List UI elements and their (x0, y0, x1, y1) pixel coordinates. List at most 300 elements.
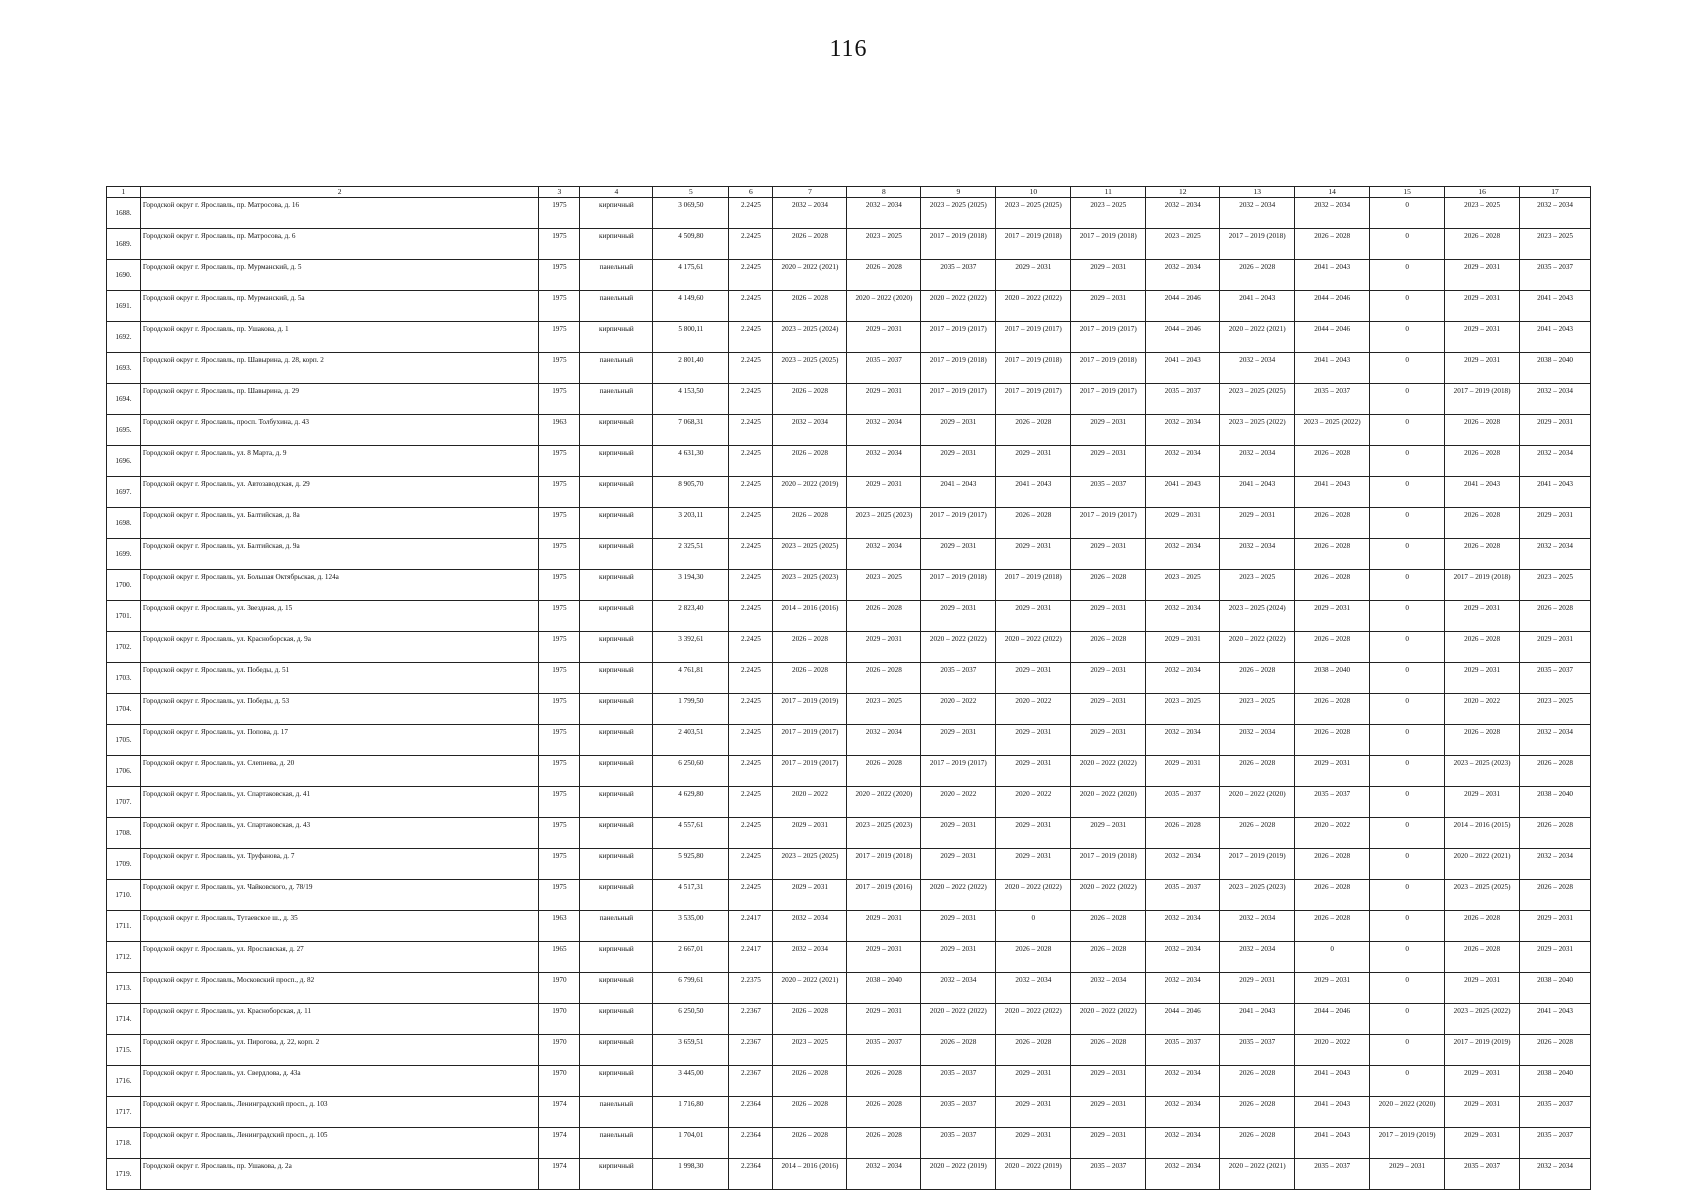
period-cell-col-14: 2038 – 2040 (1295, 663, 1370, 694)
period-cell-col-9: 2020 – 2022 (2022) (921, 632, 996, 663)
period-cell-col-12: 2032 – 2034 (1146, 663, 1220, 694)
row-number: 1700. (107, 570, 141, 601)
table-row (107, 570, 1591, 601)
address-cell: Городской округ г. Ярославль, Ленинградский просп., д. 105 (140, 1128, 538, 1159)
period-cell-col-16: 2026 – 2028 (1445, 911, 1520, 942)
period-cell-col-8: 2029 – 2031 (847, 632, 921, 663)
period-cell-col-7: 2023 – 2025 (2025) (773, 849, 847, 880)
row-number: 1703. (107, 663, 141, 694)
period-cell-col-11: 2029 – 2031 (1071, 1128, 1146, 1159)
period-cell-col-12: 2032 – 2034 (1146, 911, 1220, 942)
period-cell-col-15: 0 (1370, 229, 1445, 260)
period-cell-col-10: 2029 – 2031 (996, 663, 1071, 694)
period-cell-col-9: 2017 – 2019 (2018) (921, 229, 996, 260)
period-cell-col-11: 2029 – 2031 (1071, 694, 1146, 725)
address-cell: Городской округ г. Ярославль, Московский просп., д. 82 (140, 973, 538, 1004)
material-cell: кирпичный (580, 477, 653, 508)
year-cell: 1963 (539, 415, 580, 446)
address-cell: Городской округ г. Ярославль, ул. Красноборская, д. 11 (140, 1004, 538, 1035)
period-cell-col-17: 2029 – 2031 (1520, 632, 1591, 663)
period-cell-col-14: 2032 – 2034 (1295, 198, 1370, 229)
period-cell-col-16: 2017 – 2019 (2018) (1445, 570, 1520, 601)
period-cell-col-10: 2020 – 2022 (2022) (996, 1004, 1071, 1035)
year-cell: 1974 (539, 1097, 580, 1128)
address-cell: Городской округ г. Ярославль, ул. Слепнева, д. 20 (140, 756, 538, 787)
period-cell-col-15: 2017 – 2019 (2019) (1370, 1128, 1445, 1159)
row-number: 1718. (107, 1128, 141, 1159)
period-cell-col-17: 2038 – 2040 (1520, 353, 1591, 384)
period-cell-col-14: 2026 – 2028 (1295, 508, 1370, 539)
address-cell: Городской округ г. Ярославль, пр. Матросова, д. 6 (140, 229, 538, 260)
period-cell-col-8: 2026 – 2028 (847, 1097, 921, 1128)
period-cell-col-14: 2035 – 2037 (1295, 384, 1370, 415)
address-cell: Городской округ г. Ярославль, ул. Ярославская, д. 27 (140, 942, 538, 973)
period-cell-col-13: 2020 – 2022 (2020) (1220, 787, 1295, 818)
period-cell-col-10: 2017 – 2019 (2018) (996, 229, 1071, 260)
period-cell-col-7: 2029 – 2031 (773, 880, 847, 911)
period-cell-col-9: 2041 – 2043 (921, 477, 996, 508)
period-cell-col-16: 2041 – 2043 (1445, 477, 1520, 508)
row-number: 1713. (107, 973, 141, 1004)
period-cell-col-17: 2041 – 2043 (1520, 1004, 1591, 1035)
material-cell: кирпичный (580, 322, 653, 353)
period-cell-col-7: 2023 – 2025 (773, 1035, 847, 1066)
period-cell-col-9: 2035 – 2037 (921, 1128, 996, 1159)
period-cell-col-17: 2035 – 2037 (1520, 663, 1591, 694)
period-cell-col-11: 2017 – 2019 (2018) (1071, 849, 1146, 880)
period-cell-col-17: 2035 – 2037 (1520, 1128, 1591, 1159)
period-cell-col-8: 2023 – 2025 (2023) (847, 818, 921, 849)
period-cell-col-16: 2026 – 2028 (1445, 539, 1520, 570)
period-cell-col-10: 0 (996, 911, 1071, 942)
period-cell-col-8: 2020 – 2022 (2020) (847, 291, 921, 322)
period-cell-col-12: 2032 – 2034 (1146, 539, 1220, 570)
period-cell-col-17: 2032 – 2034 (1520, 446, 1591, 477)
period-cell-col-7: 2026 – 2028 (773, 1066, 847, 1097)
year-cell: 1970 (539, 1066, 580, 1097)
period-cell-col-9: 2035 – 2037 (921, 1097, 996, 1128)
period-cell-col-15: 0 (1370, 384, 1445, 415)
period-cell-col-13: 2020 – 2022 (2022) (1220, 632, 1295, 663)
period-cell-col-8: 2029 – 2031 (847, 322, 921, 353)
period-cell-col-15: 0 (1370, 198, 1445, 229)
rate-cell: 2.2375 (729, 973, 773, 1004)
period-cell-col-9: 2032 – 2034 (921, 973, 996, 1004)
period-cell-col-13: 2020 – 2022 (2021) (1220, 322, 1295, 353)
period-cell-col-10: 2020 – 2022 (2022) (996, 632, 1071, 663)
period-cell-col-10: 2029 – 2031 (996, 1097, 1071, 1128)
period-cell-col-10: 2029 – 2031 (996, 260, 1071, 291)
period-cell-col-7: 2026 – 2028 (773, 446, 847, 477)
address-cell: Городской округ г. Ярославль, пр. Ушакова, д. 1 (140, 322, 538, 353)
period-cell-col-7: 2014 – 2016 (2016) (773, 1159, 847, 1190)
period-cell-col-11: 2029 – 2031 (1071, 446, 1146, 477)
area-cell: 2 403,51 (653, 725, 729, 756)
rate-cell: 2.2425 (729, 849, 773, 880)
period-cell-col-8: 2029 – 2031 (847, 477, 921, 508)
period-cell-col-11: 2029 – 2031 (1071, 601, 1146, 632)
rate-cell: 2.2425 (729, 446, 773, 477)
table-row (107, 508, 1591, 539)
period-cell-col-13: 2041 – 2043 (1220, 1004, 1295, 1035)
rate-cell: 2.2364 (729, 1097, 773, 1128)
period-cell-col-11: 2017 – 2019 (2018) (1071, 229, 1146, 260)
column-header-2: 2 (140, 187, 538, 198)
year-cell: 1975 (539, 818, 580, 849)
period-cell-col-16: 2029 – 2031 (1445, 1097, 1520, 1128)
period-cell-col-10: 2029 – 2031 (996, 756, 1071, 787)
material-cell: кирпичный (580, 508, 653, 539)
column-header-5: 5 (653, 187, 729, 198)
period-cell-col-17: 2038 – 2040 (1520, 1066, 1591, 1097)
year-cell: 1975 (539, 570, 580, 601)
period-cell-col-16: 2029 – 2031 (1445, 1066, 1520, 1097)
period-cell-col-9: 2029 – 2031 (921, 539, 996, 570)
period-cell-col-13: 2023 – 2025 (1220, 570, 1295, 601)
rate-cell: 2.2425 (729, 508, 773, 539)
period-cell-col-14: 2044 – 2046 (1295, 291, 1370, 322)
rate-cell: 2.2425 (729, 818, 773, 849)
period-cell-col-17: 2029 – 2031 (1520, 415, 1591, 446)
area-cell: 5 800,11 (653, 322, 729, 353)
material-cell: кирпичный (580, 787, 653, 818)
period-cell-col-11: 2023 – 2025 (1071, 198, 1146, 229)
period-cell-col-14: 2026 – 2028 (1295, 694, 1370, 725)
period-cell-col-7: 2017 – 2019 (2017) (773, 756, 847, 787)
period-cell-col-7: 2023 – 2025 (2025) (773, 539, 847, 570)
area-cell: 4 761,81 (653, 663, 729, 694)
period-cell-col-13: 2032 – 2034 (1220, 353, 1295, 384)
period-cell-col-7: 2023 – 2025 (2024) (773, 322, 847, 353)
address-cell: Городской округ г. Ярославль, пр. Мурманский, д. 5 (140, 260, 538, 291)
table-row (107, 477, 1591, 508)
address-cell: Городской округ г. Ярославль, ул. 8 Марта, д. 9 (140, 446, 538, 477)
material-cell: кирпичный (580, 880, 653, 911)
period-cell-col-16: 2020 – 2022 (2021) (1445, 849, 1520, 880)
row-number: 1689. (107, 229, 141, 260)
rate-cell: 2.2364 (729, 1128, 773, 1159)
area-cell: 4 557,61 (653, 818, 729, 849)
period-cell-col-16: 2026 – 2028 (1445, 632, 1520, 663)
table-row (107, 1128, 1591, 1159)
rate-cell: 2.2425 (729, 756, 773, 787)
year-cell: 1970 (539, 973, 580, 1004)
address-cell: Городской округ г. Ярославль, ул. Чайковского, д. 78/19 (140, 880, 538, 911)
period-cell-col-8: 2032 – 2034 (847, 725, 921, 756)
period-cell-col-13: 2026 – 2028 (1220, 663, 1295, 694)
period-cell-col-9: 2035 – 2037 (921, 260, 996, 291)
period-cell-col-14: 2029 – 2031 (1295, 973, 1370, 1004)
period-cell-col-17: 2032 – 2034 (1520, 849, 1591, 880)
area-cell: 4 175,61 (653, 260, 729, 291)
row-number: 1708. (107, 818, 141, 849)
period-cell-col-8: 2026 – 2028 (847, 1128, 921, 1159)
period-cell-col-13: 2032 – 2034 (1220, 725, 1295, 756)
period-cell-col-14: 2041 – 2043 (1295, 1097, 1370, 1128)
period-cell-col-9: 2035 – 2037 (921, 1066, 996, 1097)
period-cell-col-14: 2026 – 2028 (1295, 539, 1370, 570)
period-cell-col-13: 2026 – 2028 (1220, 756, 1295, 787)
period-cell-col-12: 2041 – 2043 (1146, 477, 1220, 508)
period-cell-col-14: 2044 – 2046 (1295, 322, 1370, 353)
period-cell-col-16: 2023 – 2025 (2023) (1445, 756, 1520, 787)
period-cell-col-9: 2029 – 2031 (921, 911, 996, 942)
year-cell: 1975 (539, 229, 580, 260)
material-cell: кирпичный (580, 849, 653, 880)
period-cell-col-17: 2029 – 2031 (1520, 911, 1591, 942)
period-cell-col-11: 2029 – 2031 (1071, 415, 1146, 446)
rate-cell: 2.2425 (729, 477, 773, 508)
material-cell: кирпичный (580, 229, 653, 260)
row-number: 1709. (107, 849, 141, 880)
period-cell-col-16: 2026 – 2028 (1445, 508, 1520, 539)
period-cell-col-8: 2023 – 2025 (847, 694, 921, 725)
period-cell-col-17: 2032 – 2034 (1520, 198, 1591, 229)
period-cell-col-7: 2026 – 2028 (773, 1128, 847, 1159)
period-cell-col-7: 2020 – 2022 (2021) (773, 260, 847, 291)
period-cell-col-15: 0 (1370, 291, 1445, 322)
period-cell-col-10: 2029 – 2031 (996, 539, 1071, 570)
period-cell-col-11: 2020 – 2022 (2022) (1071, 880, 1146, 911)
period-cell-col-8: 2023 – 2025 (847, 570, 921, 601)
period-cell-col-15: 0 (1370, 942, 1445, 973)
period-cell-col-11: 2029 – 2031 (1071, 818, 1146, 849)
period-cell-col-10: 2020 – 2022 (996, 787, 1071, 818)
column-header-3: 3 (539, 187, 580, 198)
period-cell-col-11: 2026 – 2028 (1071, 911, 1146, 942)
material-cell: кирпичный (580, 601, 653, 632)
period-cell-col-14: 2026 – 2028 (1295, 229, 1370, 260)
period-cell-col-15: 0 (1370, 756, 1445, 787)
period-cell-col-12: 2035 – 2037 (1146, 880, 1220, 911)
period-cell-col-16: 2026 – 2028 (1445, 725, 1520, 756)
period-cell-col-11: 2032 – 2034 (1071, 973, 1146, 1004)
period-cell-col-12: 2032 – 2034 (1146, 601, 1220, 632)
year-cell: 1975 (539, 384, 580, 415)
period-cell-col-14: 2026 – 2028 (1295, 849, 1370, 880)
row-number: 1707. (107, 787, 141, 818)
period-cell-col-7: 2026 – 2028 (773, 663, 847, 694)
material-cell: кирпичный (580, 1035, 653, 1066)
rate-cell: 2.2425 (729, 570, 773, 601)
period-cell-col-15: 2029 – 2031 (1370, 1159, 1445, 1190)
year-cell: 1975 (539, 663, 580, 694)
period-cell-col-12: 2032 – 2034 (1146, 973, 1220, 1004)
period-cell-col-14: 2029 – 2031 (1295, 601, 1370, 632)
period-cell-col-9: 2017 – 2019 (2017) (921, 384, 996, 415)
period-cell-col-16: 2023 – 2025 (1445, 198, 1520, 229)
material-cell: кирпичный (580, 198, 653, 229)
year-cell: 1975 (539, 508, 580, 539)
address-cell: Городской округ г. Ярославль, ул. Балтийская, д. 8а (140, 508, 538, 539)
period-cell-col-14: 2041 – 2043 (1295, 260, 1370, 291)
address-cell: Городской округ г. Ярославль, пр. Шавырина, д. 28, корп. 2 (140, 353, 538, 384)
period-cell-col-8: 2029 – 2031 (847, 942, 921, 973)
address-cell: Городской округ г. Ярославль, Тутаевское ш., д. 35 (140, 911, 538, 942)
area-cell: 4 631,30 (653, 446, 729, 477)
material-cell: кирпичный (580, 973, 653, 1004)
table-row (107, 1159, 1591, 1190)
period-cell-col-13: 2023 – 2025 (2025) (1220, 384, 1295, 415)
period-cell-col-13: 2032 – 2034 (1220, 942, 1295, 973)
period-cell-col-10: 2020 – 2022 (996, 694, 1071, 725)
address-cell: Городской округ г. Ярославль, пр. Шавырина, д. 29 (140, 384, 538, 415)
period-cell-col-11: 2026 – 2028 (1071, 1035, 1146, 1066)
period-cell-col-15: 0 (1370, 880, 1445, 911)
period-cell-col-12: 2032 – 2034 (1146, 725, 1220, 756)
period-cell-col-12: 2032 – 2034 (1146, 415, 1220, 446)
period-cell-col-9: 2029 – 2031 (921, 601, 996, 632)
area-cell: 2 823,40 (653, 601, 729, 632)
period-cell-col-14: 2026 – 2028 (1295, 911, 1370, 942)
column-header-14: 14 (1295, 187, 1370, 198)
period-cell-col-16: 2026 – 2028 (1445, 942, 1520, 973)
period-cell-col-14: 2035 – 2037 (1295, 1159, 1370, 1190)
period-cell-col-12: 2035 – 2037 (1146, 787, 1220, 818)
row-number: 1693. (107, 353, 141, 384)
period-cell-col-15: 0 (1370, 694, 1445, 725)
period-cell-col-14: 2026 – 2028 (1295, 570, 1370, 601)
period-cell-col-14: 2020 – 2022 (1295, 818, 1370, 849)
row-number: 1711. (107, 911, 141, 942)
area-cell: 3 659,51 (653, 1035, 729, 1066)
period-cell-col-12: 2032 – 2034 (1146, 446, 1220, 477)
row-number: 1712. (107, 942, 141, 973)
area-cell: 7 068,31 (653, 415, 729, 446)
table-row (107, 1035, 1591, 1066)
material-cell: кирпичный (580, 415, 653, 446)
period-cell-col-16: 2029 – 2031 (1445, 973, 1520, 1004)
period-cell-col-7: 2032 – 2034 (773, 198, 847, 229)
year-cell: 1975 (539, 756, 580, 787)
period-cell-col-8: 2035 – 2037 (847, 353, 921, 384)
period-cell-col-16: 2023 – 2025 (2022) (1445, 1004, 1520, 1035)
period-cell-col-10: 2023 – 2025 (2025) (996, 198, 1071, 229)
column-header-17: 17 (1520, 187, 1591, 198)
material-cell: панельный (580, 911, 653, 942)
period-cell-col-10: 2032 – 2034 (996, 973, 1071, 1004)
material-cell: кирпичный (580, 818, 653, 849)
year-cell: 1975 (539, 632, 580, 663)
period-cell-col-11: 2035 – 2037 (1071, 477, 1146, 508)
period-cell-col-11: 2026 – 2028 (1071, 570, 1146, 601)
period-cell-col-13: 2026 – 2028 (1220, 1097, 1295, 1128)
material-cell: кирпичный (580, 1159, 653, 1190)
period-cell-col-17: 2023 – 2025 (1520, 229, 1591, 260)
period-cell-col-10: 2020 – 2022 (2019) (996, 1159, 1071, 1190)
table-row (107, 291, 1591, 322)
period-cell-col-9: 2020 – 2022 (2022) (921, 291, 996, 322)
row-number: 1716. (107, 1066, 141, 1097)
material-cell: кирпичный (580, 756, 653, 787)
row-number: 1704. (107, 694, 141, 725)
material-cell: кирпичный (580, 570, 653, 601)
period-cell-col-14: 0 (1295, 942, 1370, 973)
period-cell-col-15: 0 (1370, 415, 1445, 446)
period-cell-col-7: 2023 – 2025 (2025) (773, 353, 847, 384)
period-cell-col-8: 2032 – 2034 (847, 446, 921, 477)
period-cell-col-12: 2026 – 2028 (1146, 818, 1220, 849)
year-cell: 1963 (539, 911, 580, 942)
rate-cell: 2.2425 (729, 198, 773, 229)
period-cell-col-8: 2032 – 2034 (847, 198, 921, 229)
period-cell-col-14: 2026 – 2028 (1295, 725, 1370, 756)
period-cell-col-12: 2041 – 2043 (1146, 353, 1220, 384)
period-cell-col-12: 2044 – 2046 (1146, 291, 1220, 322)
column-header-4: 4 (580, 187, 653, 198)
year-cell: 1975 (539, 260, 580, 291)
year-cell: 1975 (539, 291, 580, 322)
period-cell-col-7: 2032 – 2034 (773, 415, 847, 446)
period-cell-col-15: 0 (1370, 477, 1445, 508)
period-cell-col-14: 2026 – 2028 (1295, 880, 1370, 911)
period-cell-col-17: 2023 – 2025 (1520, 694, 1591, 725)
period-cell-col-9: 2017 – 2019 (2017) (921, 508, 996, 539)
period-cell-col-16: 2017 – 2019 (2019) (1445, 1035, 1520, 1066)
material-cell: кирпичный (580, 663, 653, 694)
period-cell-col-7: 2032 – 2034 (773, 942, 847, 973)
row-number: 1719. (107, 1159, 141, 1190)
period-cell-col-16: 2029 – 2031 (1445, 353, 1520, 384)
area-cell: 4 629,80 (653, 787, 729, 818)
period-cell-col-8: 2032 – 2034 (847, 415, 921, 446)
period-cell-col-11: 2017 – 2019 (2017) (1071, 384, 1146, 415)
period-cell-col-14: 2029 – 2031 (1295, 756, 1370, 787)
period-cell-col-13: 2026 – 2028 (1220, 1128, 1295, 1159)
address-cell: Городской округ г. Ярославль, ул. Победы, д. 53 (140, 694, 538, 725)
rate-cell: 2.2425 (729, 539, 773, 570)
period-cell-col-16: 2029 – 2031 (1445, 787, 1520, 818)
address-cell: Городской округ г. Ярославль, ул. Автозаводская, д. 29 (140, 477, 538, 508)
rate-cell: 2.2425 (729, 725, 773, 756)
period-cell-col-15: 0 (1370, 663, 1445, 694)
period-cell-col-12: 2044 – 2046 (1146, 1004, 1220, 1035)
rate-cell: 2.2425 (729, 291, 773, 322)
area-cell: 2 667,01 (653, 942, 729, 973)
period-cell-col-8: 2032 – 2034 (847, 1159, 921, 1190)
year-cell: 1975 (539, 353, 580, 384)
period-cell-col-17: 2041 – 2043 (1520, 322, 1591, 353)
period-cell-col-8: 2035 – 2037 (847, 1035, 921, 1066)
year-cell: 1975 (539, 880, 580, 911)
period-cell-col-17: 2038 – 2040 (1520, 787, 1591, 818)
area-cell: 8 905,70 (653, 477, 729, 508)
period-cell-col-12: 2032 – 2034 (1146, 942, 1220, 973)
rate-cell: 2.2425 (729, 663, 773, 694)
table-row (107, 663, 1591, 694)
period-cell-col-14: 2041 – 2043 (1295, 353, 1370, 384)
period-cell-col-12: 2032 – 2034 (1146, 1097, 1220, 1128)
row-number: 1696. (107, 446, 141, 477)
period-cell-col-12: 2032 – 2034 (1146, 260, 1220, 291)
column-header-8: 8 (847, 187, 921, 198)
period-cell-col-8: 2017 – 2019 (2016) (847, 880, 921, 911)
table-row (107, 973, 1591, 1004)
period-cell-col-11: 2020 – 2022 (2020) (1071, 787, 1146, 818)
period-cell-col-16: 2020 – 2022 (1445, 694, 1520, 725)
period-cell-col-7: 2032 – 2034 (773, 911, 847, 942)
column-header-10: 10 (996, 187, 1071, 198)
period-cell-col-9: 2029 – 2031 (921, 446, 996, 477)
register-table (106, 186, 1591, 1190)
table-row (107, 1004, 1591, 1035)
address-cell: Городской округ г. Ярославль, ул. Попова, д. 17 (140, 725, 538, 756)
year-cell: 1970 (539, 1035, 580, 1066)
column-header-11: 11 (1071, 187, 1146, 198)
period-cell-col-15: 0 (1370, 1066, 1445, 1097)
area-cell: 4 509,80 (653, 229, 729, 260)
area-cell: 3 194,30 (653, 570, 729, 601)
